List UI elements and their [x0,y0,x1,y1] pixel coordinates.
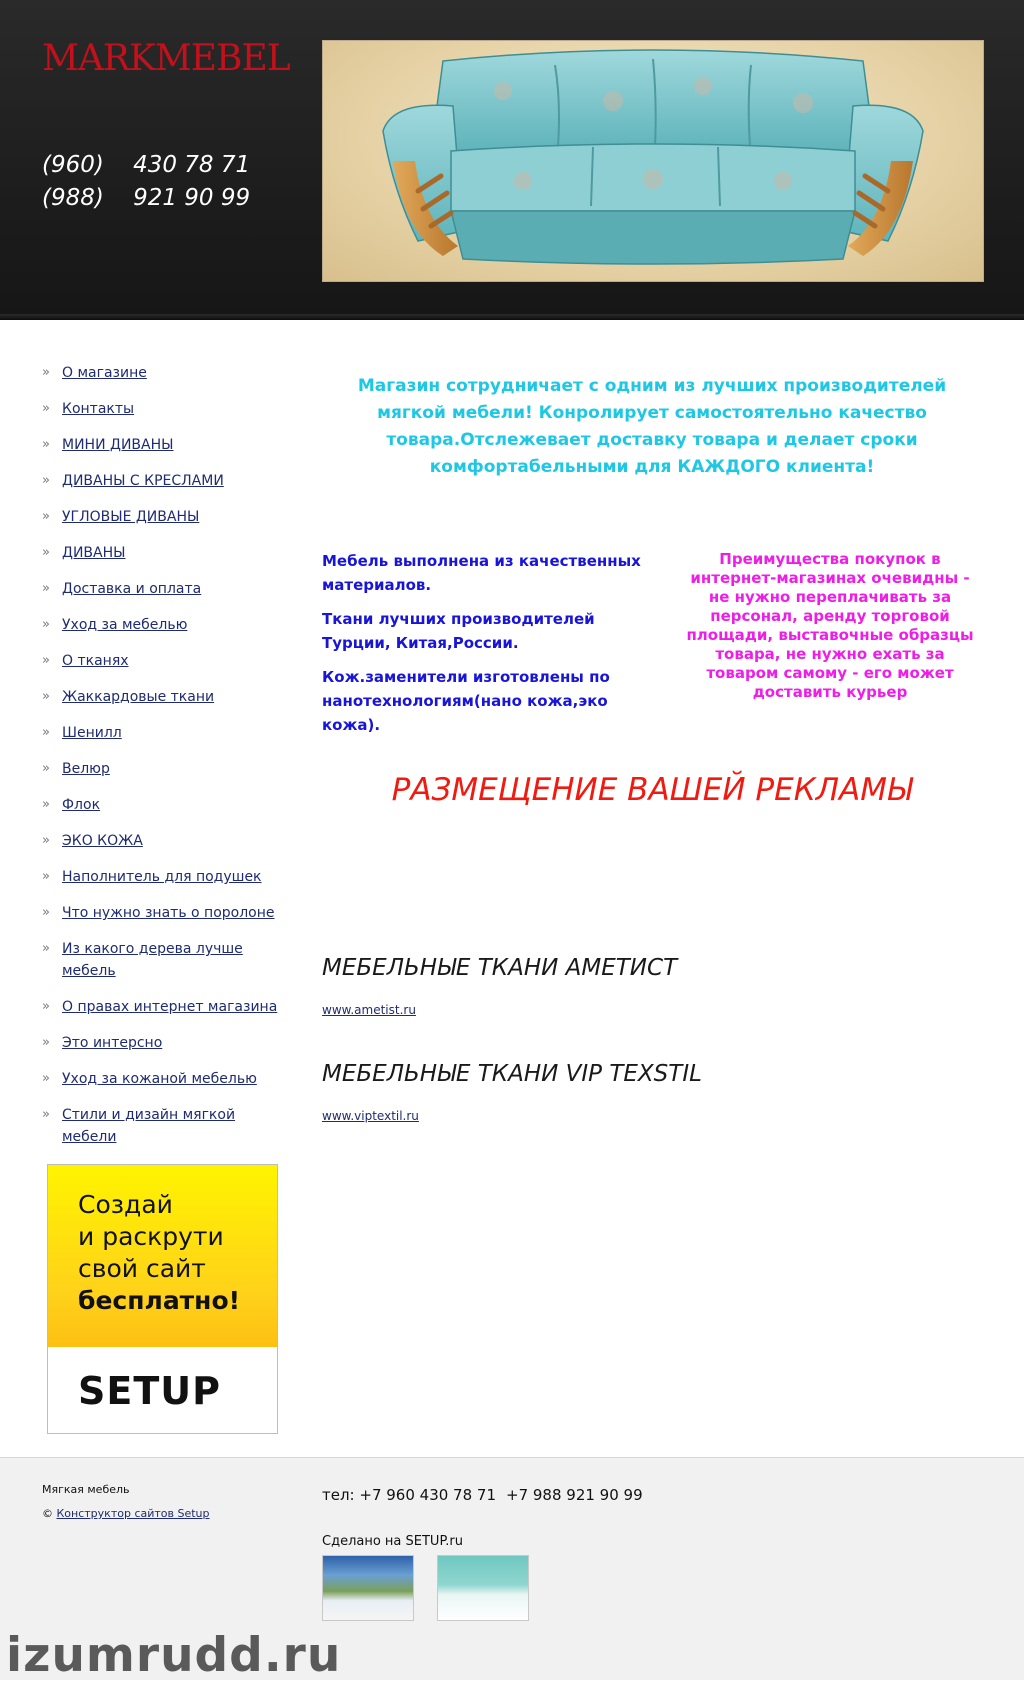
site-name: Мягкая мебель [42,1483,130,1496]
bullet-icon: » [42,1107,50,1122]
sidebar-item-sofas-armchairs [42,470,282,492]
sidebar-link[interactable]: Уход за мебелью [62,617,188,633]
advantages-text: Преимущества покупок в интернет-магазинах очевидны - не нужно переплачивать за персонал, аренду торговой площади, выставочные образцы товара, не нужно ехать за товаром самому - его может доставить курьер [686,550,974,701]
features-list [322,549,642,747]
phone-number-1: (960) 430 78 71 [42,152,251,178]
sidebar-item-styles [42,1104,282,1148]
sidebar-item-foam [42,902,282,924]
sidebar-item-interesting [42,1032,282,1054]
banner-top [48,1165,277,1347]
bullet-icon: » [42,869,50,884]
bullet-icon: » [42,581,50,596]
bullet-icon: » [42,545,50,560]
setup-logo: SETUP [78,1369,221,1413]
bullet-icon: » [42,797,50,812]
banner-line: свой сайт [78,1254,206,1283]
sidebar-link[interactable]: Велюр [62,761,110,777]
sidebar-item-flock [42,794,282,816]
sidebar-link[interactable]: Это интерсно [62,1035,163,1051]
footer-phone-1: тел: +7 960 430 78 71 [322,1486,496,1504]
sidebar-link[interactable]: ЭКО КОЖА [62,833,143,849]
sidebar-item-delivery [42,578,282,600]
feature-item: Кож.заменители изготовлены по нанотехнологиям(нано кожа,эко кожа). [322,668,610,734]
bullet-icon: » [42,725,50,740]
bullet-icon: » [42,689,50,704]
bullet-icon: » [42,999,50,1014]
bullet-icon: » [42,617,50,632]
made-on-setup: Сделано на SETUP.ru [322,1534,463,1549]
sidebar-item-fabrics [42,650,282,672]
sidebar-link[interactable]: Что нужно знать о поролоне [62,905,275,921]
partner-title: МЕБЕЛЬНЫЕ ТКАНИ АМЕТИСТ [322,955,678,981]
sidebar-link[interactable]: О правах интернет магазина [62,999,278,1015]
sofa-illustration [323,41,983,281]
bullet-icon: » [42,509,50,524]
sidebar-link[interactable]: Контакты [62,401,135,417]
sidebar-item-corner-sofas [42,506,282,528]
sidebar-item-sofas [42,542,282,564]
sidebar-link[interactable]: ДИВАНЫ [62,545,126,561]
sidebar-item-eco-leather [42,830,282,852]
header [0,0,1024,320]
sidebar-item-chenille [42,722,282,744]
sidebar-item-rights [42,996,282,1018]
sidebar-item-wood [42,938,282,982]
example-site-thumbnail[interactable] [437,1555,529,1621]
setup-ad-banner[interactable] [47,1164,278,1434]
sofa-hero-image [322,40,984,282]
sidebar-link[interactable]: МИНИ ДИВАНЫ [62,437,174,453]
bullet-icon: » [42,653,50,668]
sidebar-link[interactable]: ДИВАНЫ С КРЕСЛАМИ [62,473,224,489]
feature-item: Мебель выполнена из качественных материалов. [322,552,641,594]
sidebar-item-velour [42,758,282,780]
partner-title: МЕБЕЛЬНЫЕ ТКАНИ VIP TEXSTIL [322,1061,702,1087]
sidebar-link[interactable]: Флок [62,797,101,813]
constructor-link[interactable]: Конструктор сайтов Setup [56,1507,210,1520]
copyright-symbol: © [42,1507,53,1520]
sidebar-link[interactable]: Наполнитель для подушек [62,869,262,885]
sidebar-nav [42,362,282,1162]
sidebar-item-contacts [42,398,282,420]
partner-link[interactable]: www.viptextil.ru [322,1109,419,1123]
bullet-icon: » [42,365,50,380]
example-site-thumbnail[interactable] [322,1555,414,1621]
sidebar-link[interactable]: Доставка и оплата [62,581,202,597]
sidebar-link[interactable]: Стили и дизайн мягкой мебели [62,1107,236,1145]
bullet-icon: » [42,437,50,452]
bullet-icon: » [42,905,50,920]
banner-line: и раскрути [78,1222,224,1251]
sidebar-link[interactable]: Из какого дерева лучше мебель [62,941,243,979]
feature-item: Ткани лучших производителей Турции, Китая,России. [322,610,595,652]
partner-link[interactable]: www.ametist.ru [322,1003,416,1017]
banner-line: Создай [78,1190,173,1219]
copyright [42,1507,210,1520]
sidebar-item-leather-care [42,1068,282,1090]
logo[interactable]: MARKMEBEL [42,38,290,79]
phone-number-2: (988) 921 90 99 [42,185,251,211]
bullet-icon: » [42,1071,50,1086]
sidebar-item-pillow-filler [42,866,282,888]
advertising-heading: РАЗМЕЩЕНИЕ ВАШЕЙ РЕКЛАМЫ [391,772,913,808]
sidebar-link[interactable]: УГЛОВЫЕ ДИВАНЫ [62,509,200,525]
sidebar-link[interactable]: О тканях [62,653,129,669]
sidebar-link[interactable]: О магазине [62,365,147,381]
footer-phone-2: +7 988 921 90 99 [506,1486,643,1504]
sidebar-link[interactable]: Уход за кожаной мебелью [62,1071,257,1087]
intro-text: Магазин сотрудничает с одним из лучших производителей мягкой мебели! Конролирует самостоятельно качество товара.Отслежевает доставку товара и делает сроки комфортабельными для КАЖДОГО клиента! [357,376,947,477]
sidebar-item-care [42,614,282,636]
bullet-icon: » [42,1035,50,1050]
sidebar-link[interactable]: Шенилл [62,725,122,741]
sidebar-link[interactable]: Жаккардовые ткани [62,689,215,705]
bullet-icon: » [42,473,50,488]
sidebar-item-jacquard [42,686,282,708]
sidebar-item-mini-sofas [42,434,282,456]
bullet-icon: » [42,401,50,416]
bullet-icon: » [42,761,50,776]
bullet-icon: » [42,833,50,848]
watermark: izumrudd.ru [6,1628,342,1683]
sidebar-item-about [42,362,282,384]
banner-line-bold: бесплатно! [78,1286,241,1315]
bullet-icon: » [42,941,50,956]
